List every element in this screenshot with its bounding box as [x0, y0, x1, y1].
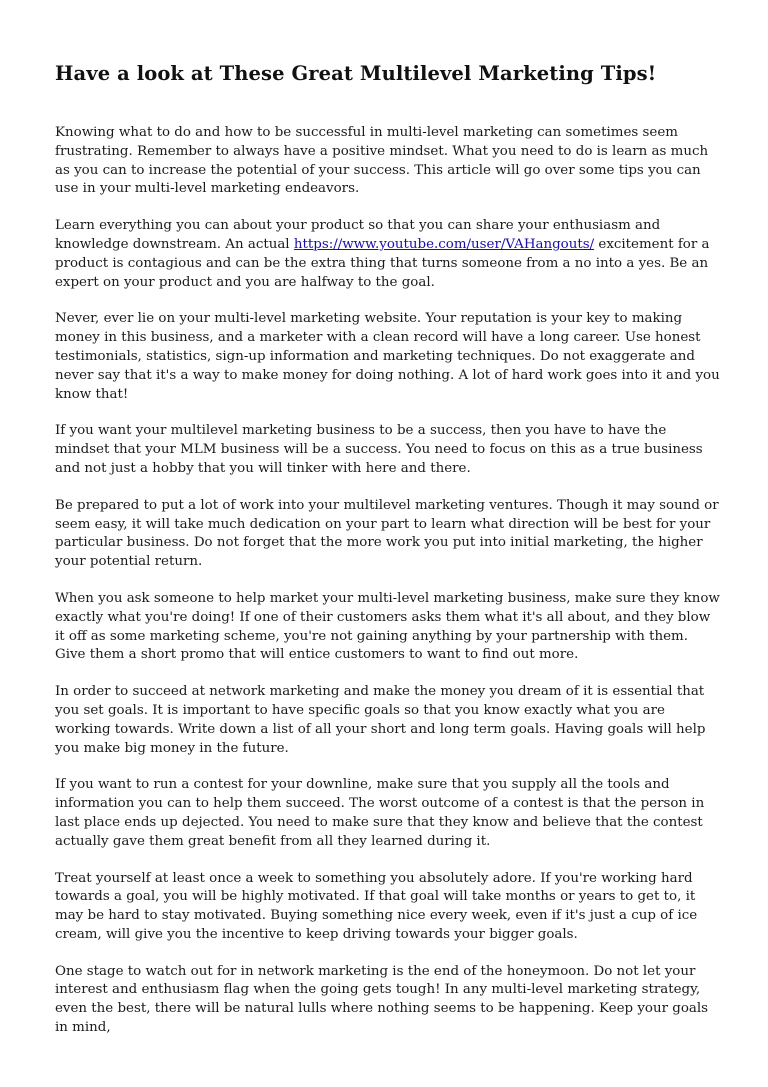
- youtube-link[interactable]: https://www.youtube.com/user/VAHangouts/: [293, 236, 595, 252]
- paragraph-7: In order to succeed at network marketing and make the money you dream of it is essential that you set goals. It is important to have specific goals so that you know exactly what you are working towards. Write down a list of all your short and long term goals. Having goals will help you make big money in the future.: [55, 684, 706, 756]
- page-title: Have a look at These Great Multilevel Marketing Tips!: [55, 62, 657, 85]
- paragraph-6: When you ask someone to help market your multi-level marketing business, make sure they know exactly what you're doing! If one of their customers asks them what it's all about, and they blow it off as some marketing scheme, you're not gaining anything by your partnership with them. Give them a short promo that will entice customers to want to find out more.: [55, 590, 720, 663]
- paragraph-1: Knowing what to do and how to be successful in multi-level marketing can sometimes seem frustrating. Remember to always have a positive mindset. What you need to do is learn as much as you can to increase the potential of your success. This article will go over some tips you can use in your multi-level marketing endeavors.: [55, 125, 709, 197]
- paragraph-3: Never, ever lie on your multi-level marketing website. Your reputation is your key to making money in this business, and a marketer with a clean record will have a long career. Use honest testimonials, statistics, sign-up information and marketing techniques. Do not exaggerate and never say that it's a way to make money for doing nothing. A lot of hard work goes into it and you know that!: [55, 311, 720, 402]
- paragraph-5: Be prepared to put a lot of work into your multilevel marketing ventures. Though it may sound or seem easy, it will take much dedication on your part to learn what direction will be best for your particular business. Do not forget that the more work you put into initial marketing, the higher your potential return.: [55, 497, 719, 570]
- paragraph-4: If you want your multilevel marketing business to be a success, then you have to have the mindset that your MLM business will be a success. You need to focus on this as a true business and not just a hobby that you will tinker with here and there.: [55, 423, 703, 476]
- paragraph-8: If you want to run a contest for your downline, make sure that you supply all the tools and information you can to help them succeed. The worst outcome of a contest is that the person in last place ends up dejected. You need to make sure that they know and believe that the contest actually gave them great benefit from all they learned during it.: [55, 777, 705, 849]
- paragraph-9: Treat yourself at least once a week to something you absolutely adore. If you're working hard towards a goal, you will be highly motivated. If that goal will take months or years to get to, it may be hard to stay motivated. Buying something nice every week, even if it's just a cup of ice cream, will give you the incentive to keep driving towards your bigger goals.: [55, 870, 698, 942]
- paragraph-2: [55, 217, 720, 292]
- paragraph-10: One stage to watch out for in network marketing is the end of the honeymoon. Do not let your interest and enthusiasm flag when the going gets tough! In any multi-level marketing strategy, even the best, there will be natural lulls where nothing seems to be happening. Keep your goals in mind,: [55, 963, 709, 1036]
- document-page: [55, 58, 720, 1056]
- paragraph-2-after-link: excitement for a product is contagious and can be the extra thing that turns someone from a no into a yes. Be an expert on your product and you are halfway to the goal.: [55, 236, 710, 290]
- paragraph-2-before-link: Learn everything you can about your product so that you can share your enthusiasm and knowledge downstream. An actual: [55, 218, 661, 252]
